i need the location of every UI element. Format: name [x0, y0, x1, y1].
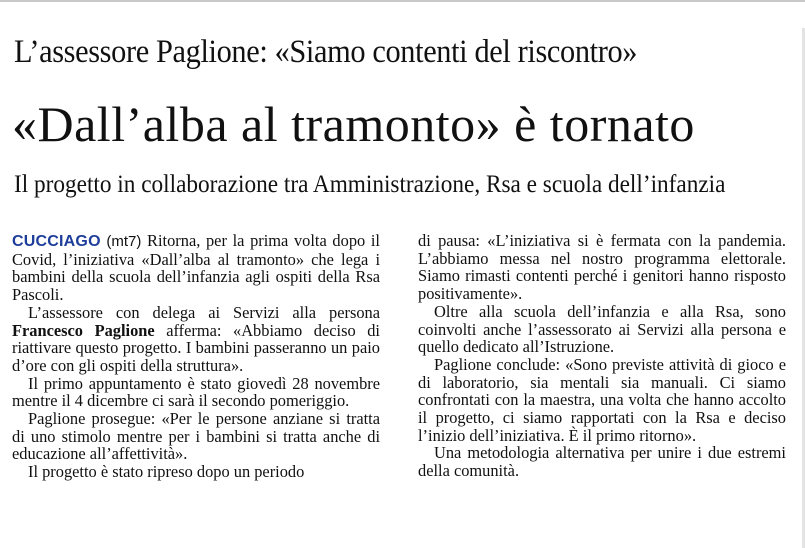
- paragraph-intro: [12, 232, 380, 304]
- article-subheadline: Il progetto in collaborazione tra Amministrazione, Rsa e scuola dell’infanzia: [14, 171, 726, 198]
- top-rule: [0, 0, 805, 2]
- paragraph-coinvolti: Oltre alla scuola dell’infanzia e alla Rsa, sono coinvolti anche l’assessorato ai Servizi alla persona e quello dedicato all’Istruzione.: [418, 301, 786, 357]
- paragraph-pausa: di pausa: «L’iniziativa si è fermata con la pandemia. L’abbiamo messa nel nostro programma elettorale. Siamo rimasti contenti perché i genitori hanno risposto positivamente».: [418, 231, 786, 304]
- paragraph-ripreso: Il progetto è stato ripreso dopo un periodo: [28, 462, 305, 482]
- paragraph-assessore-before: L’assessore con delega ai Servizi alla persona: [28, 302, 380, 322]
- paragraph-appointment: Il primo appuntamento è stato giovedì 28 novembre mentre il 4 dicembre ci sarà il secondo pomeriggio.: [12, 373, 380, 411]
- paragraph-prosegue: Paglione prosegue: «Per le persone anziane si tratta di uno stimolo mentre per i bambini si tratta anche di educazione all’affettività».: [12, 409, 380, 464]
- paragraph-intro-text: Ritorna, per la prima volta dopo il Covid, l’iniziativa «Dall’alba al tramonto» che lega i bambini della scuola dell’infanzia agli ospiti della Rsa Pascoli.: [12, 231, 380, 305]
- person-name: Francesco Paglione: [12, 320, 155, 340]
- article-column-left: [12, 232, 380, 481]
- paragraph-assessore: [12, 304, 380, 375]
- paragraph-assessore-after: afferma: «Abbiamo deciso di riattivare questo progetto. I bambini passeranno un paio d’ore con gli ospiti della struttura».: [12, 320, 380, 375]
- article-column-right: [418, 232, 786, 480]
- paragraph-metodologia: Una metodologia alternativa per unire i due estremi della comunità.: [418, 443, 786, 481]
- article-headline: «Dall’alba al tramonto» è tornato: [12, 96, 695, 152]
- dateline: CUCCIAGO: [12, 233, 101, 250]
- author-signature: (mt7): [106, 233, 142, 250]
- article-kicker: L’assessore Paglione: «Siamo contenti del riscontro»: [14, 34, 638, 70]
- paragraph-conclude: Paglione conclude: «Sono previste attività di gioco e di laboratorio, sia mentali sia manuali. Ci siamo confrontati con la maestra, una volta che hanno accolto il progetto, ci siamo rapportati con la Rsa e deciso l’inizio dell’iniziativa. È il primo ritorno».: [418, 354, 786, 445]
